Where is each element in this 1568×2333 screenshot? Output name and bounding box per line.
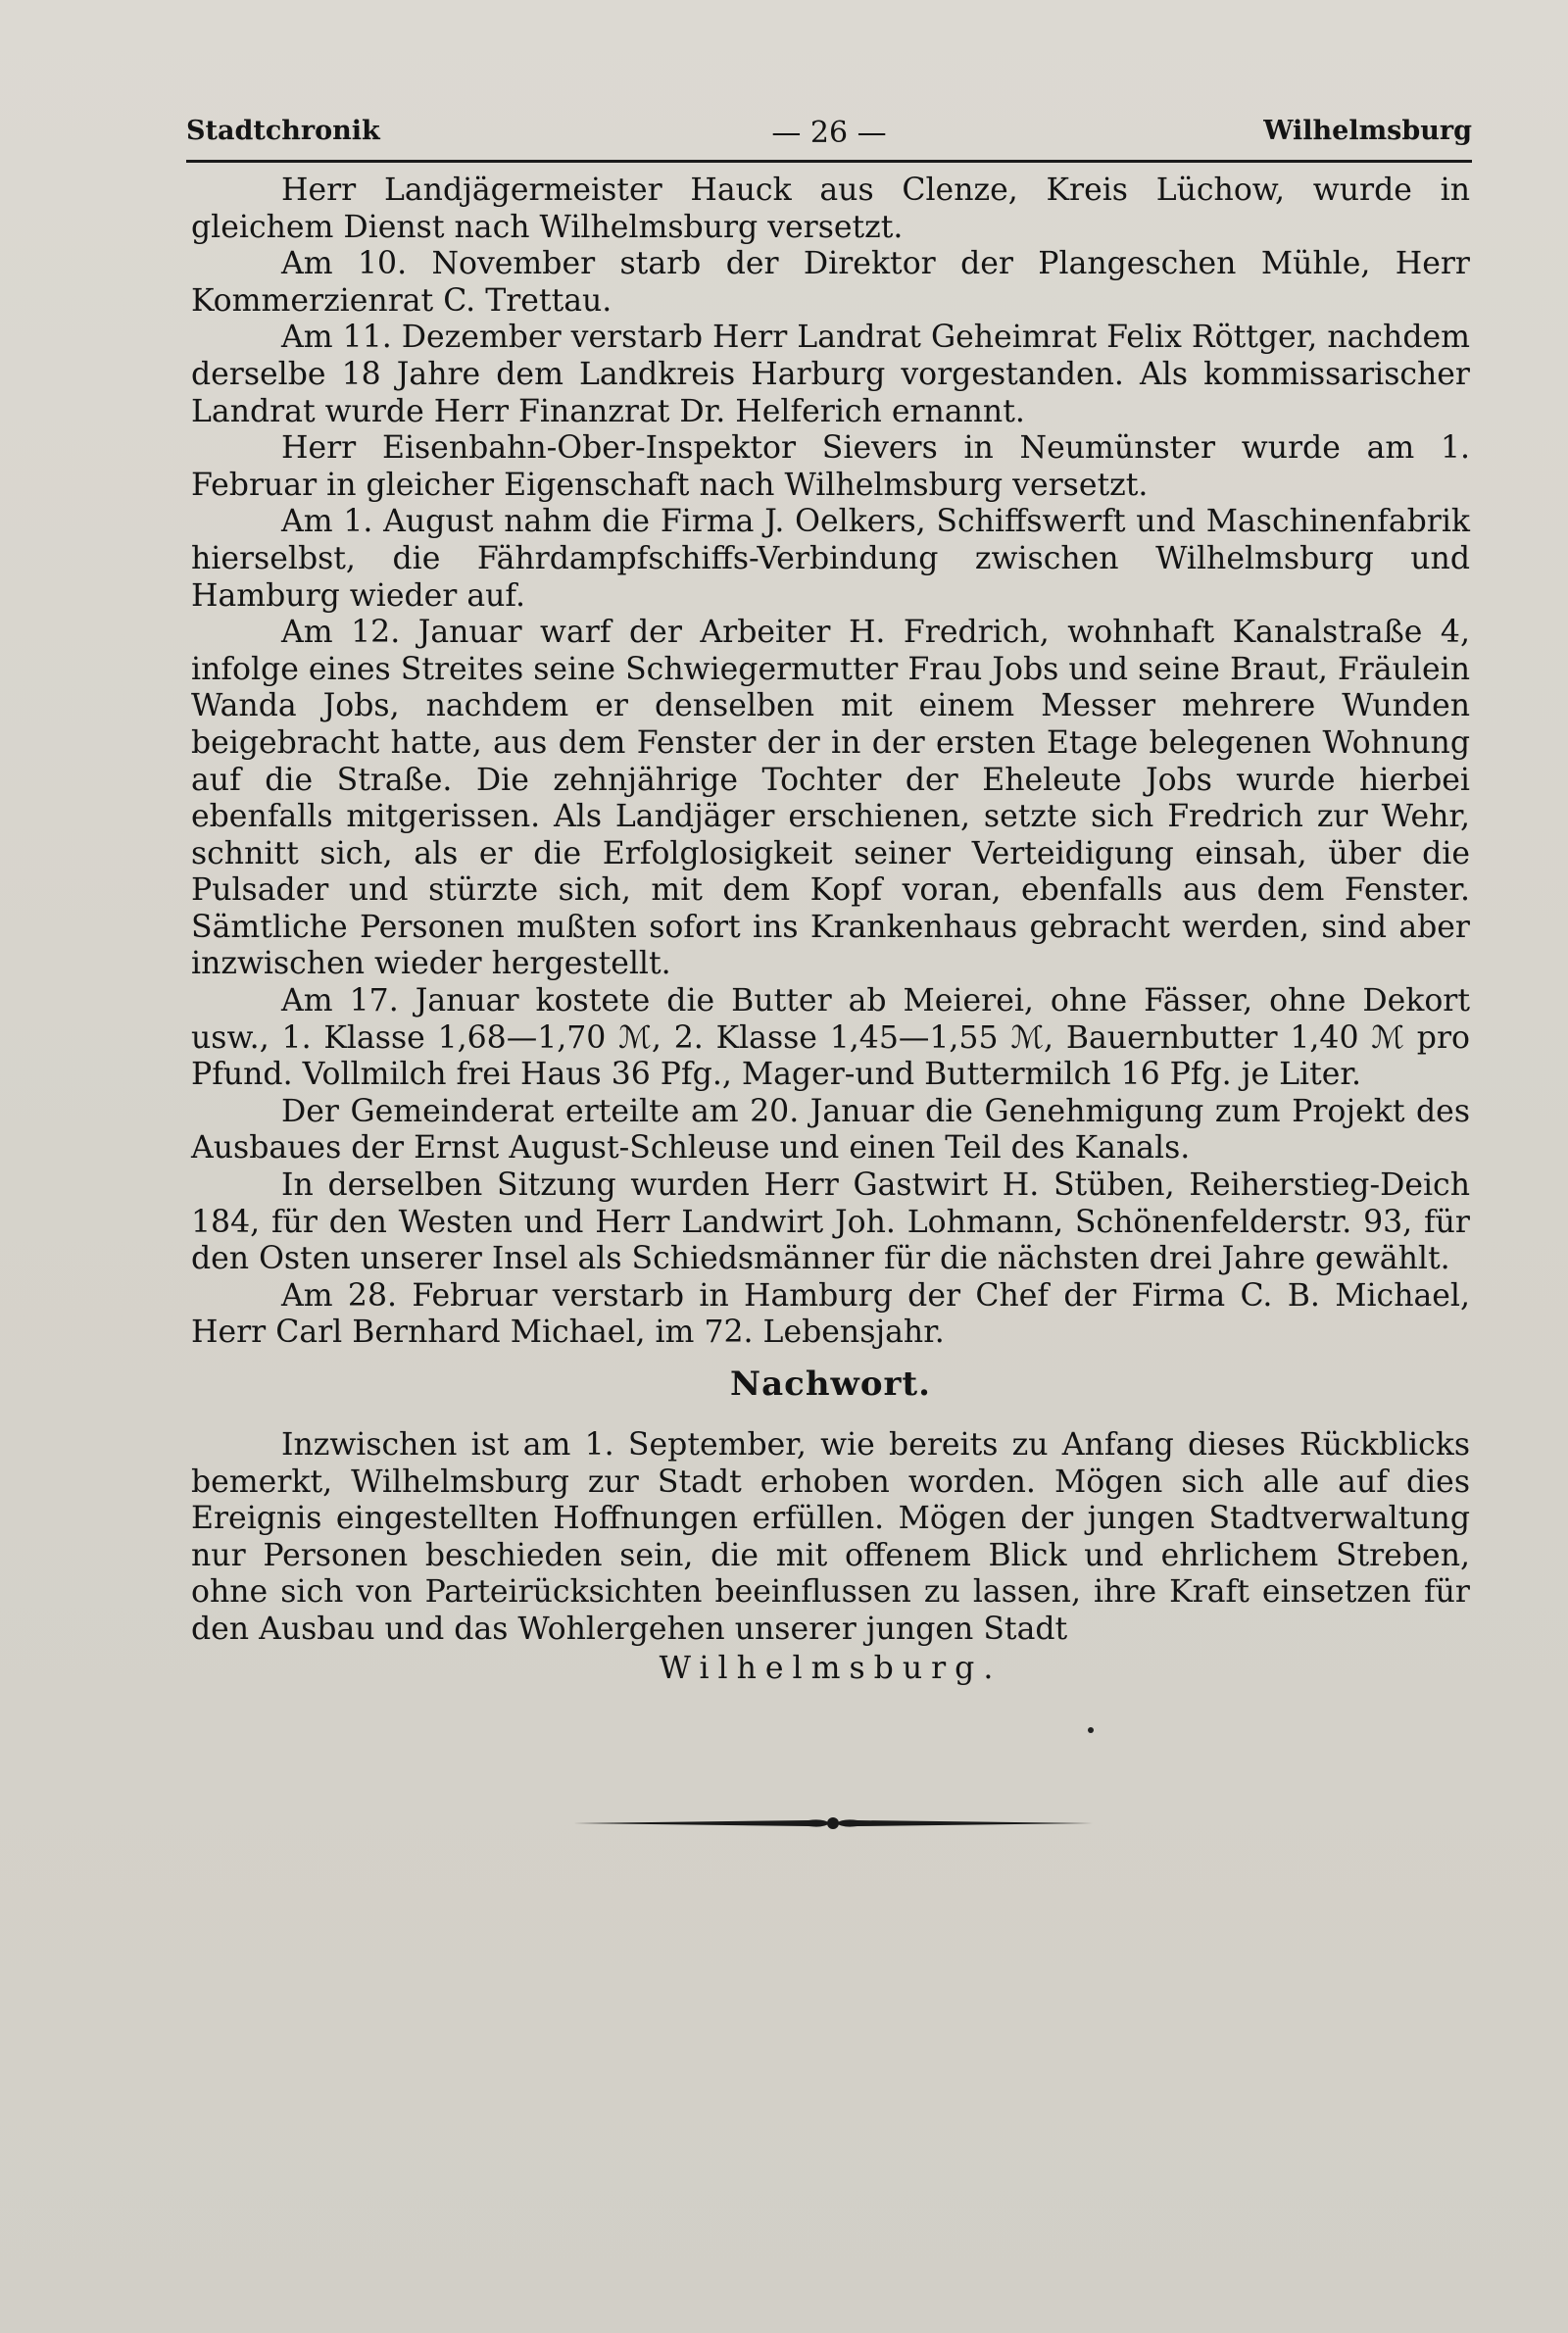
nachwort-heading: Nachwort.: [730, 1365, 931, 1404]
chronicle-body: [191, 173, 1470, 1352]
paragraph: Am 10. November starb der Direktor der Plangeschen Mühle, Herr Kommerzienrat C. Trettau.: [191, 246, 1470, 319]
header-rule: [186, 160, 1472, 163]
nachwort-paragraph: Inzwischen ist am 1. September, wie bereits zu Anfang dieses Rückblicks bemerkt, Wilhelmsburg zur Stadt erhoben worden. Mögen sich alle auf dies Ereignis eingestellten Hoffnungen erfüllen. Mögen der jungen Stadtverwaltung nur Personen beschieden sein, die mit offenem Blick und ehrlichem Streben, ohne sich von Parteirücksichten beeinflussen zu lassen, ihre Kraft einsetzen für den Ausbau und das Wohlergehen unserer jungen Stadt: [191, 1427, 1470, 1647]
paragraph: Am 28. Februar verstarb in Hamburg der Chef der Firma C. B. Michael, Herr Carl Bernhard Michael, im 72. Lebensjahr.: [191, 1277, 1470, 1351]
running-header: [186, 116, 1472, 155]
paragraph: Am 11. Dezember verstarb Herr Landrat Geheimrat Felix Röttger, nachdem derselbe 18 Jahre dem Landkreis Harburg vorgestanden. Als kommissarischer Landrat wurde Herr Finanzrat Dr. Helferich ernannt.: [191, 320, 1470, 429]
paragraph: Der Gemeinderat erteilte am 20. Januar die Genehmigung zum Projekt des Ausbaues der Ernst August-Schleuse und einen Teil des Kanals.: [191, 1093, 1470, 1166]
header-place-name: Wilhelmsburg: [1263, 116, 1472, 146]
page-number: — 26 —: [771, 116, 887, 150]
paragraph: Am 17. Januar kostete die Butter ab Meierei, ohne Fässer, ohne Dekort usw., 1. Klasse 1,68—1,70 ℳ, 2. Klasse 1,45—1,55 ℳ, Bauernbutter 1,40 ℳ pro Pfund. Vollmilch frei Haus 36 Pfg., Mager-und Buttermilch 16 Pfg. je Liter.: [191, 983, 1470, 1093]
closing-ornament-rule: [573, 1810, 1093, 1837]
paragraph: In derselben Sitzung wurden Herr Gastwirt H. Stüben, Reiherstieg-Deich 184, für den Westen und Herr Landwirt Joh. Lohmann, Schönenfelderstr. 93, für den Osten unserer Insel als Schiedsmänner für die nächsten drei Jahre gewählt.: [191, 1167, 1470, 1277]
paragraph: Herr Landjägermeister Hauck aus Clenze, Kreis Lüchow, wurde in gleichem Dienst nach Wilhelmsburg versetzt.: [191, 173, 1470, 245]
header-section-title: Stadtchronik: [186, 116, 380, 146]
paragraph: Am 12. Januar warf der Arbeiter H. Fredrich, wohnhaft Kanalstraße 4, infolge eines Streites seine Schwiegermutter Frau Jobs und seine Braut, Fräulein Wanda Jobs, nachdem er denselben mit einem Messer mehrere Wunden beigebracht hatte, aus dem Fenster der in der ersten Etage belegenen Wohnung auf die Straße. Die zehnjährige Tochter der Eheleute Jobs wurde hierbei ebenfalls mitgerissen. Als Landjäger erschienen, setzte sich Fredrich zur Wehr, schnitt sich, als er die Erfolglosigkeit seiner Verteidigung einsah, über die Pulsader und stürzte sich, mit dem Kopf voran, ebenfalls aus dem Fenster. Sämtliche Personen mußten sofort ins Krankenhaus gebracht werden, sind aber inzwischen wieder hergestellt.: [191, 615, 1470, 982]
paragraph: Herr Eisenbahn-Ober-Inspektor Sievers in Neumünster wurde am 1. Februar in gleicher Eigenschaft nach Wilhelmsburg versetzt.: [191, 430, 1470, 503]
paragraph: Am 1. August nahm die Firma J. Oelkers, Schiffswerft und Maschinenfabrik hierselbst, die Fährdampfschiffs-Verbindung zwischen Wilhelmsburg und Hamburg wieder auf.: [191, 504, 1470, 614]
stray-dot: [1088, 1727, 1094, 1733]
nachwort-city-name: Wilhelmsburg.: [659, 1651, 1003, 1686]
nachwort-body: [191, 1427, 1470, 1649]
